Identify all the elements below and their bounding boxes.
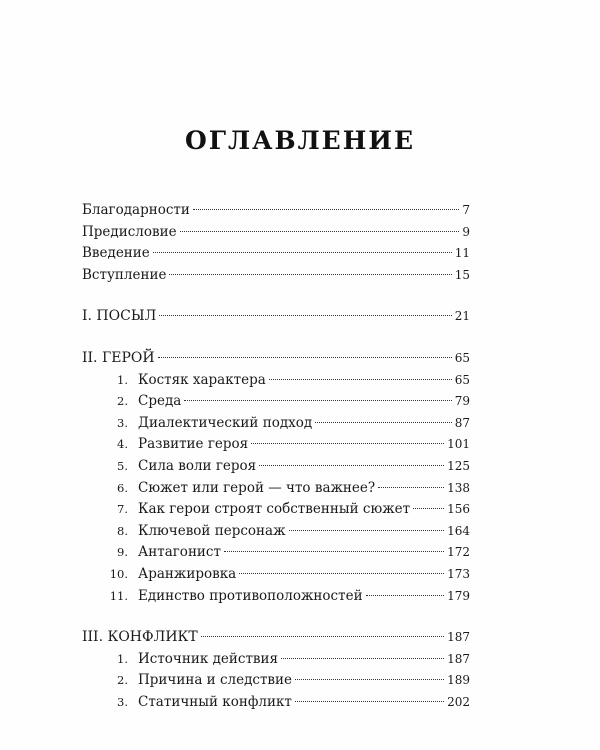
chapter-number: 8. — [117, 523, 128, 538]
part-page: 65 — [454, 350, 470, 365]
toc-part-message — [82, 306, 470, 328]
toc-chapter — [82, 564, 470, 586]
dot-leader — [158, 357, 452, 358]
part-page: 21 — [454, 309, 470, 324]
chapter-number: 1. — [117, 651, 128, 666]
toc-chapter — [82, 499, 470, 521]
chapter-number: 3. — [117, 415, 128, 430]
chapter-title: Сила воли героя — [138, 457, 257, 474]
dot-leader — [281, 658, 444, 659]
toc-part-hero — [82, 348, 470, 370]
part-page: 187 — [447, 630, 470, 645]
entry-title: Вступление — [82, 266, 167, 283]
dot-leader — [251, 443, 444, 444]
dot-leader — [193, 209, 459, 210]
chapter-page: 164 — [447, 523, 470, 538]
chapter-title: Сюжет или герой — что важнее? — [138, 479, 376, 496]
section-gap — [82, 328, 470, 348]
toc-entry-preface — [82, 222, 470, 244]
chapter-page: 156 — [447, 502, 470, 517]
toc-chapter — [82, 670, 470, 692]
chapter-page: 65 — [454, 372, 470, 387]
chapter-title: Среда — [138, 393, 182, 410]
dot-leader — [413, 508, 444, 509]
dot-leader — [259, 465, 444, 466]
part-title: I. ПОСЫЛ — [82, 308, 157, 325]
table-of-contents — [82, 200, 470, 713]
chapter-title: Ключевой персонаж — [138, 522, 286, 539]
chapter-page: 179 — [447, 588, 470, 603]
chapter-number: 5. — [117, 458, 128, 473]
chapter-number: 2. — [117, 673, 128, 688]
chapter-page: 187 — [447, 651, 470, 666]
entry-title: Предисловие — [82, 223, 177, 240]
entry-page: 7 — [462, 203, 470, 217]
chapter-number: 9. — [117, 545, 128, 560]
chapter-page: 125 — [447, 458, 470, 473]
chapter-title: Причина и следствие — [138, 672, 293, 689]
chapter-title: Диалектический подход — [138, 414, 313, 431]
dot-leader — [169, 274, 451, 275]
toc-chapter — [82, 521, 470, 543]
chapter-page: 138 — [447, 480, 470, 495]
toc-chapter — [82, 649, 470, 671]
toc-chapter — [82, 542, 470, 564]
chapter-page: 101 — [447, 437, 470, 452]
chapter-title: Статичный конфликт — [138, 693, 292, 710]
toc-chapter — [82, 434, 470, 456]
dot-leader — [184, 400, 451, 401]
dot-leader — [315, 422, 452, 423]
dot-leader — [295, 701, 444, 702]
chapter-page: 173 — [447, 566, 470, 581]
dot-leader — [378, 487, 444, 488]
chapter-title: Источник действия — [138, 650, 279, 667]
chapter-page: 87 — [454, 415, 470, 430]
chapter-page: 172 — [447, 545, 470, 560]
chapter-title: Антагонист — [138, 544, 221, 561]
dot-leader — [180, 231, 460, 232]
chapter-title: Как герои строят собственный сюжет — [138, 501, 411, 518]
toc-entry-introduction — [82, 243, 470, 265]
dot-leader — [366, 595, 445, 596]
chapter-title: Развитие героя — [138, 436, 249, 453]
dot-leader — [269, 379, 452, 380]
dot-leader — [224, 551, 444, 552]
dot-leader — [289, 530, 445, 531]
toc-chapter — [82, 413, 470, 435]
entry-page: 9 — [462, 224, 470, 239]
chapter-page: 189 — [447, 673, 470, 688]
toc-entry-acknowledgements — [82, 200, 470, 222]
dot-leader — [295, 679, 444, 680]
toc-chapter — [82, 391, 470, 413]
toc-chapter — [82, 478, 470, 500]
dot-leader — [159, 315, 451, 316]
entry-page: 15 — [454, 267, 470, 282]
toc-entry-foreword — [82, 265, 470, 287]
dot-leader — [153, 252, 452, 253]
chapter-number: 2. — [117, 394, 128, 409]
toc-chapter — [82, 586, 470, 608]
chapter-title: Единство противоположностей — [138, 587, 363, 604]
entry-title: Благодарности — [82, 202, 190, 218]
chapter-number: 7. — [117, 502, 128, 517]
chapter-number: 3. — [117, 694, 128, 709]
chapter-title: Аранжировка — [138, 565, 237, 582]
chapter-number: 1. — [117, 372, 128, 387]
toc-chapter — [82, 456, 470, 478]
part-title: III. КОНФЛИКТ — [82, 629, 198, 646]
dot-leader — [239, 573, 444, 574]
toc-part-conflict — [82, 627, 470, 649]
chapter-number: 4. — [117, 437, 128, 452]
chapter-number: 11. — [109, 588, 128, 603]
chapter-number: 10. — [109, 566, 128, 581]
dot-leader — [201, 636, 444, 637]
toc-chapter — [82, 692, 470, 714]
chapter-title: Костяк характера — [138, 371, 266, 388]
entry-page: 11 — [454, 246, 470, 261]
toc-chapter — [82, 370, 470, 392]
part-title: II. ГЕРОЙ — [82, 349, 155, 366]
entry-title: Введение — [82, 245, 150, 262]
chapter-page: 79 — [454, 394, 470, 409]
chapter-page: 202 — [447, 694, 470, 709]
page-title: ОГЛАВЛЕНИЕ — [184, 126, 416, 155]
section-gap — [82, 607, 470, 627]
section-gap — [82, 286, 470, 306]
chapter-number: 6. — [117, 480, 128, 495]
